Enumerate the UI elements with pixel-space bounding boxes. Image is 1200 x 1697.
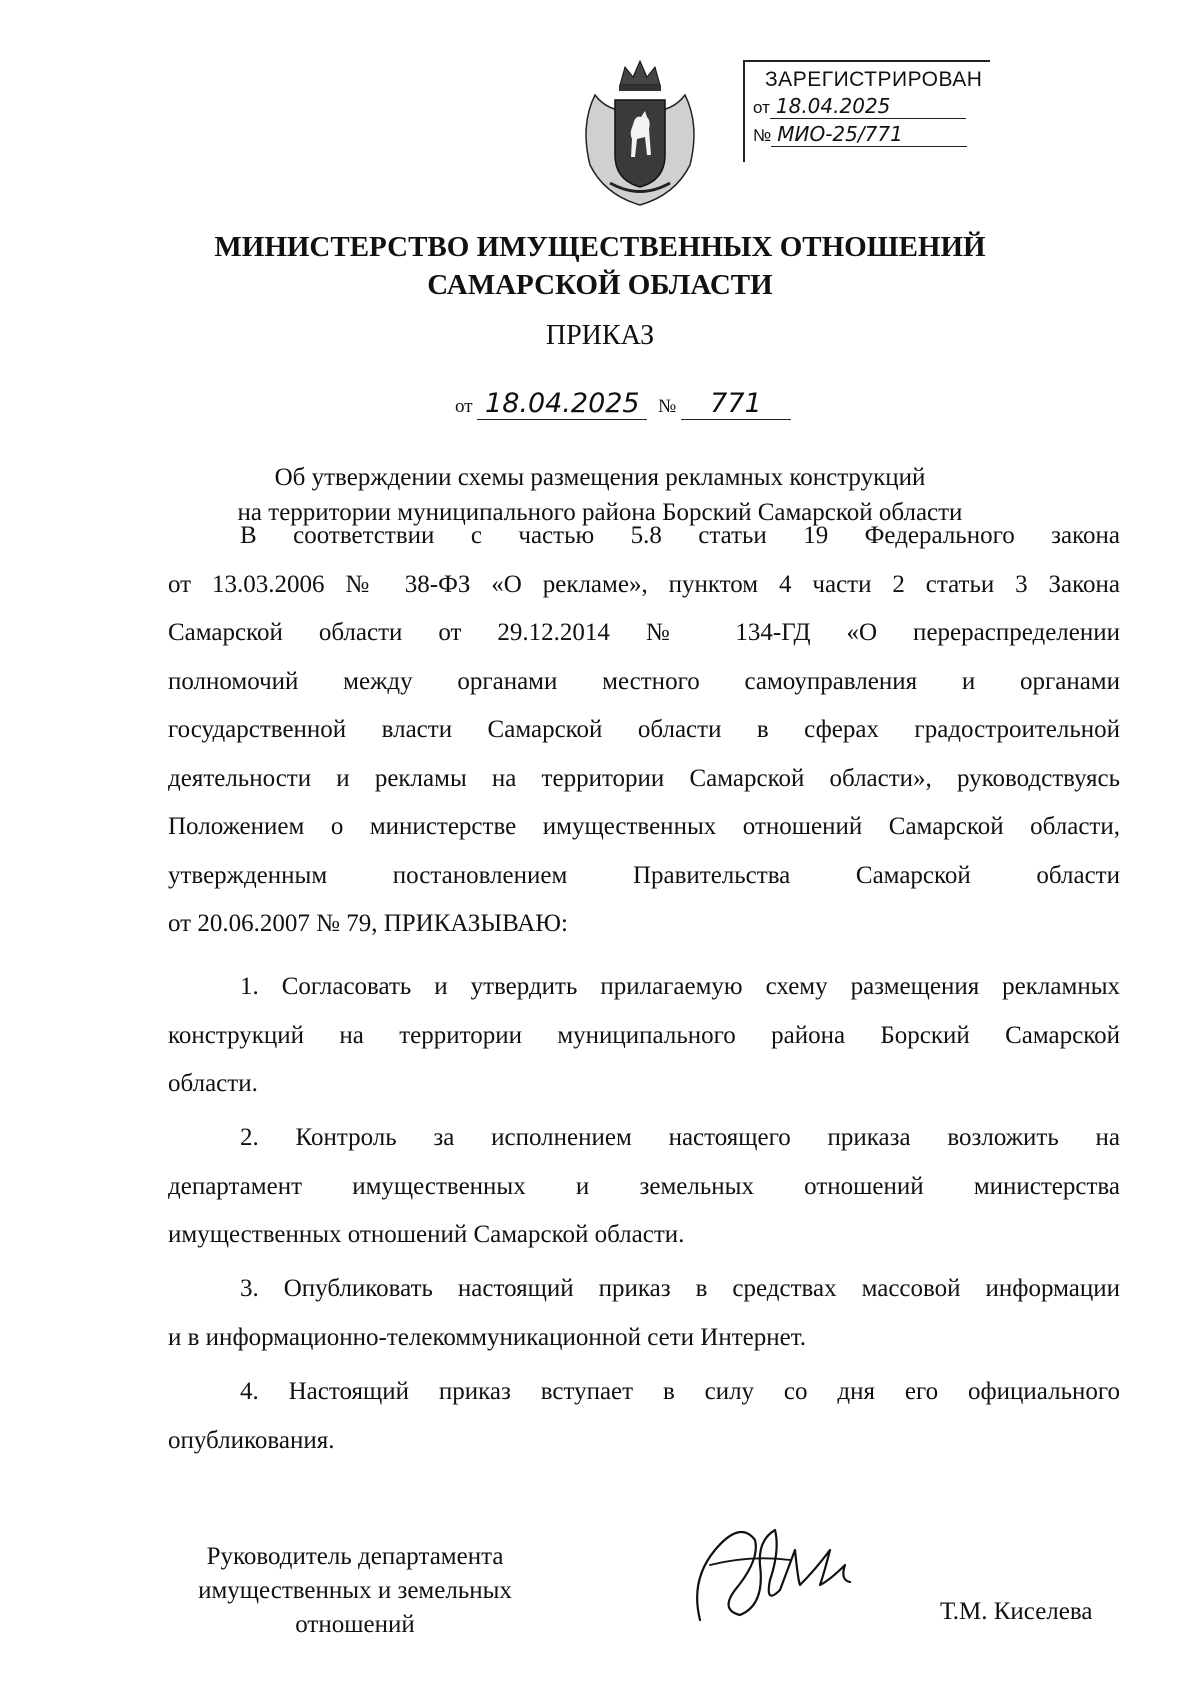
item-line: опубликования.: [168, 1426, 335, 1454]
item-line: 2. Контроль за исполнением настоящего приказа возложить на: [240, 1124, 1120, 1151]
order-item-3: [168, 1265, 1120, 1362]
preamble-line: государственной власти Самарской области в сферах градостроительной: [168, 716, 1120, 743]
stamp-number-prefix: №: [753, 126, 772, 145]
item-line: конструкций на территории муниципального района Борский Самарской: [168, 1021, 1120, 1049]
preamble-line: деятельности и рекламы на территории Самарской области», руководствуясь: [168, 764, 1120, 792]
item-line: департамент имущественных и земельных отношений министерства: [168, 1172, 1120, 1200]
preamble-line: от 13.03.2006 № 38-ФЗ «О рекламе», пунктом 4 части 2 статьи 3 Закона: [168, 570, 1120, 598]
subject-line1: Об утверждении схемы размещения рекламных конструкций: [274, 464, 926, 491]
preamble-line: от 20.06.2007 № 79, ПРИКАЗЫВАЮ:: [168, 910, 568, 937]
stamp-date-line: [753, 94, 966, 119]
preamble-line: Положением о министерстве имущественных отношений Самарской области,: [168, 813, 1120, 840]
preamble-paragraph: [168, 512, 1120, 949]
preamble-line: утвержденным постановлением Правительства Самарской области: [168, 861, 1120, 889]
signatory-title-line1: Руководитель департамента: [206, 1543, 504, 1570]
ministry-name-line2: САМАРСКОЙ ОБЛАСТИ: [427, 269, 773, 301]
signature-icon: [680, 1510, 870, 1640]
order-date-number: [455, 388, 791, 420]
preamble-line: Самарской области от 29.12.2014 № 134-ГД «О перераспределении: [168, 619, 1120, 646]
order-number-prefix: №: [658, 396, 677, 417]
signatory-title: [160, 1540, 550, 1642]
item-line: и в информационно-телекоммуникационной сети Интернет.: [168, 1323, 807, 1351]
document-type: ПРИКАЗ: [545, 320, 655, 351]
signatory-title-line2: имущественных и земельных: [198, 1577, 512, 1604]
stamp-number-value: МИО-25/771: [771, 122, 967, 147]
item-line: 1. Согласовать и утвердить прилагаемую схему размещения рекламных: [240, 973, 1120, 1000]
stamp-date-prefix: от: [753, 98, 770, 117]
handwritten-signature: [680, 1510, 870, 1640]
preamble-line: В соответствии с частью 5.8 статьи 19 Федерального закона: [240, 522, 1120, 549]
stamp-date-value: 18.04.2025: [770, 94, 966, 119]
item-line: 3. Опубликовать настоящий приказ в средствах массовой информации: [240, 1275, 1120, 1302]
coat-of-arms-icon: [575, 55, 705, 210]
stamp-title: ЗАРЕГИСТРИРОВАН: [765, 68, 983, 91]
coat-of-arms-emblem: [575, 55, 705, 210]
item-line: области.: [168, 1070, 258, 1097]
signatory-name: Т.М. Киселева: [940, 1598, 1093, 1625]
registration-stamp: [743, 60, 990, 162]
order-item-4: [168, 1368, 1120, 1465]
ministry-name-line1: МИНИСТЕРСТВО ИМУЩЕСТВЕННЫХ ОТНОШЕНИЙ: [214, 231, 986, 263]
order-number-value: 771: [681, 388, 791, 420]
signatory-title-line3: отношений: [295, 1611, 415, 1638]
ministry-name: [0, 228, 1200, 304]
order-date-value: 18.04.2025: [477, 388, 647, 420]
preamble-line: полномочий между органами местного самоуправления и органами: [168, 667, 1120, 695]
item-line: 4. Настоящий приказ вступает в силу со дня его официального: [240, 1378, 1120, 1405]
stamp-number-line: [753, 122, 967, 147]
order-item-1: [168, 963, 1120, 1109]
item-line: имущественных отношений Самарской области.: [168, 1221, 685, 1248]
order-item-2: [168, 1114, 1120, 1260]
order-date-prefix: от: [455, 396, 473, 417]
subject-line2: на территории муниципального района Борский Самарской области: [237, 499, 963, 526]
